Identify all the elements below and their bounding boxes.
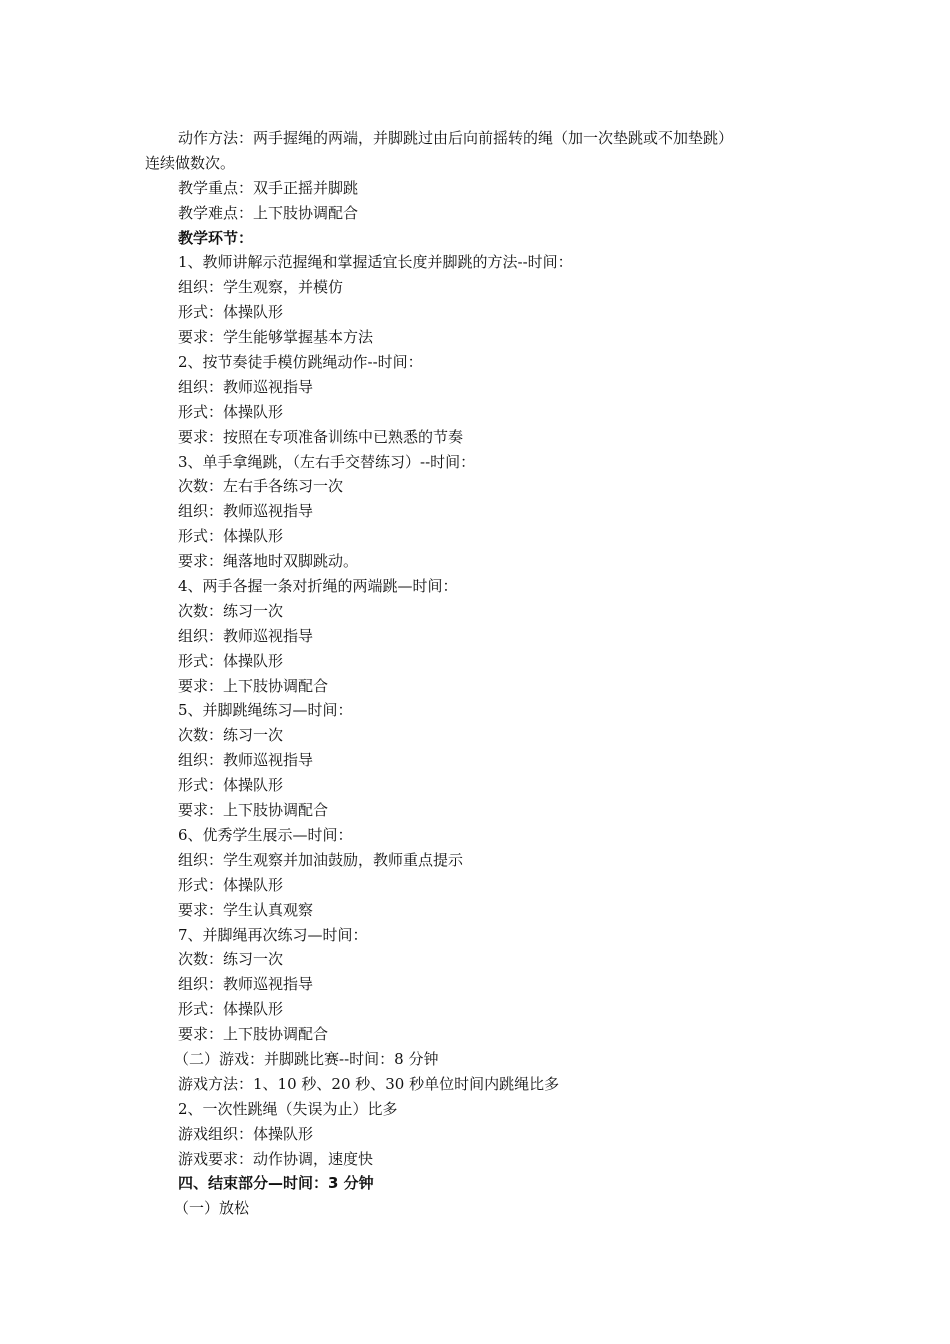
game-organization: 游戏组织：体操队形	[178, 1124, 314, 1143]
document-body	[145, 126, 825, 1221]
step-line: 形式：体操队形	[178, 527, 284, 546]
paragraph-method-line-2: 连续做数次。	[145, 153, 236, 172]
game-method-2: 2、一次性跳绳（失误为止）比多	[178, 1099, 398, 1118]
step-line: 组织：教师巡视指导	[178, 502, 314, 521]
step-line: 6、优秀学生展示—时间：	[178, 825, 353, 844]
step-line: 1、教师讲解示范握绳和掌握适宜长度并脚跳的方法--时间：	[178, 253, 573, 272]
step-line: 形式：体操队形	[178, 1000, 284, 1019]
step-line: 要求：按照在专项准备训练中已熟悉的节奏	[178, 427, 464, 446]
step-line: 形式：体操队形	[178, 776, 284, 795]
section-heading-ending: 四、结束部分—时间：3 分钟	[178, 1174, 374, 1193]
step-line: 次数：左右手各练习一次	[178, 477, 344, 496]
step-line: 组织：学生观察并加油鼓励，教师重点提示	[178, 850, 464, 869]
step-line: 形式：体操队形	[178, 402, 284, 421]
step-line: 组织：教师巡视指导	[178, 377, 314, 396]
step-line: 要求：上下肢协调配合	[178, 801, 329, 820]
section-heading-teaching-steps: 教学环节：	[178, 228, 254, 247]
step-line: 形式：体操队形	[178, 875, 284, 894]
step-line: 要求：上下肢协调配合	[178, 1025, 329, 1044]
game-heading: （二）游戏：并脚跳比赛--时间：8 分钟	[174, 1049, 439, 1068]
step-line: 组织：学生观察，并模仿	[178, 278, 344, 297]
step-line: 要求：绳落地时双脚跳动。	[178, 552, 359, 571]
step-line: 组织：教师巡视指导	[178, 975, 314, 994]
step-line: 4、两手各握一条对折绳的两端跳—时间：	[178, 577, 458, 596]
teaching-key-point: 教学重点：双手正摇并脚跳	[178, 178, 359, 197]
step-line: 组织：教师巡视指导	[178, 626, 314, 645]
game-requirement: 游戏要求：动作协调，速度快	[178, 1149, 374, 1168]
step-line: 要求：学生认真观察	[178, 900, 314, 919]
step-line: 次数：练习一次	[178, 950, 284, 969]
step-line: 次数：练习一次	[178, 726, 284, 745]
step-line: 次数：练习一次	[178, 601, 284, 620]
step-line: 要求：上下肢协调配合	[178, 676, 329, 695]
step-line: 3、单手拿绳跳，（左右手交替练习）--时间：	[178, 452, 476, 471]
teaching-difficult-point: 教学难点：上下肢协调配合	[178, 203, 359, 222]
step-line: 7、并脚绳再次练习—时间：	[178, 925, 368, 944]
step-line: 5、并脚跳绳练习—时间：	[178, 701, 353, 720]
game-method: 游戏方法：1、10 秒、20 秒、30 秒单位时间内跳绳比多	[178, 1074, 560, 1093]
paragraph-method-line-1: 动作方法：两手握绳的两端，并脚跳过由后向前摇转的绳（加一次垫跳或不加垫跳）	[178, 129, 734, 147]
step-line: 形式：体操队形	[178, 651, 284, 670]
step-line: 组织：教师巡视指导	[178, 751, 314, 770]
step-line: 2、按节奏徒手模仿跳绳动作--时间：	[178, 353, 423, 372]
step-line: 要求：学生能够掌握基本方法	[178, 328, 374, 347]
step-line: 形式：体操队形	[178, 303, 284, 322]
relax-item: （一）放松	[174, 1199, 250, 1218]
